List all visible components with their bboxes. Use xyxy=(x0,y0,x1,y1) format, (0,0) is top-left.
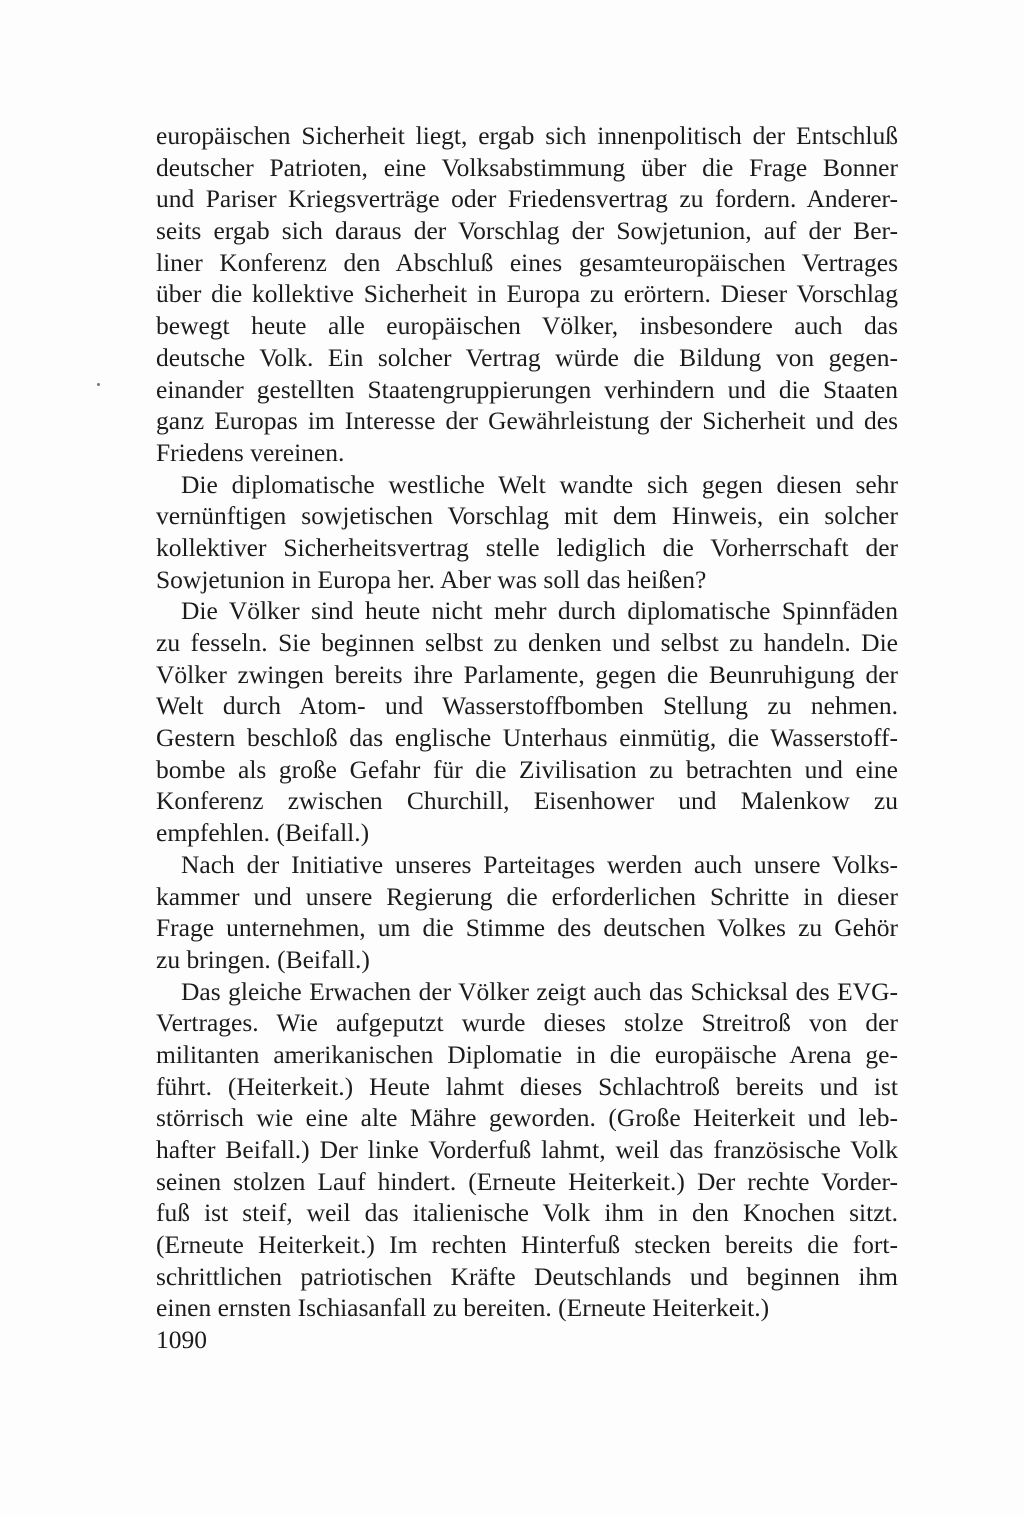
text-line: Konferenz zwischen Churchill, Eisenhower und Malenkow zu xyxy=(156,786,898,816)
text-line: europäischen Sicherheit liegt, ergab sich innenpolitisch der Entschluß xyxy=(156,121,898,150)
text-line: (Erneute Heiterkeit.) Im rechten Hinterfuß stecken bereits die fort- xyxy=(156,1230,898,1260)
body-text xyxy=(156,120,898,1324)
text-line: militanten amerikanischen Diplomatie in die europäische Arena ge- xyxy=(156,1039,898,1069)
text-line: empfehlen. (Beifall.) xyxy=(156,818,370,848)
text-line: Nach der Initiative unseres Parteitages werden auch unsere Volks- xyxy=(181,849,898,879)
text-line: Friedens vereinen. xyxy=(156,437,345,467)
page-number: 1090 xyxy=(156,1325,207,1354)
text-line: deutscher Patrioten, eine Volksabstimmung über die Frage Bonner xyxy=(156,152,898,182)
paragraph xyxy=(156,595,898,849)
text-line: einen ernsten Ischiasanfall zu bereiten. (Erneute Heiterkeit.) xyxy=(156,1293,770,1323)
text-line: Völker zwingen bereits ihre Parlamente, gegen die Beunruhigung der xyxy=(156,659,898,689)
text-line: einander gestellten Staatengruppierungen verhindern und die Staaten xyxy=(156,374,898,404)
text-line: hafter Beifall.) Der linke Vorderfuß lahmt, weil das französische Volk xyxy=(156,1135,898,1164)
paragraph xyxy=(156,976,898,1325)
text-line: zu bringen. (Beifall.) xyxy=(156,944,370,974)
text-line: seits ergab sich daraus der Vorschlag der Sowjetunion, auf der Ber- xyxy=(156,216,898,246)
paragraph xyxy=(156,469,898,596)
text-line: vernünftigen sowjetischen Vorschlag mit dem Hinweis, ein solcher xyxy=(156,501,898,531)
text-line: kollektiver Sicherheitsvertrag stelle lediglich die Vorherrschaft der xyxy=(156,532,898,562)
text-line: über die kollektive Sicherheit in Europa zu erörtern. Dieser Vorschlag xyxy=(156,279,898,309)
text-line: zu fesseln. Sie beginnen selbst zu denken und selbst zu handeln. Die xyxy=(156,628,898,657)
text-line: Sowjetunion in Europa her. Aber was soll das heißen? xyxy=(156,564,707,594)
text-line: führt. (Heiterkeit.) Heute lahmt dieses Schlachtroß bereits und ist xyxy=(156,1071,898,1101)
scan-speck xyxy=(97,383,100,386)
text-line: deutsche Volk. Ein solcher Vertrag würde die Bildung von gegen- xyxy=(156,342,898,372)
text-line: Frage unternehmen, um die Stimme des deutschen Volkes zu Gehör xyxy=(156,913,898,943)
text-line: Welt durch Atom- und Wasserstoffbomben Stellung zu nehmen. xyxy=(156,691,898,721)
text-line: ganz Europas im Interesse der Gewährleistung der Sicherheit und des xyxy=(156,406,898,436)
text-line: schrittlichen patriotischen Kräfte Deutschlands und beginnen ihm xyxy=(156,1261,898,1291)
text-line: Die diplomatische westliche Welt wandte sich gegen diesen sehr xyxy=(181,469,898,499)
text-line: und Pariser Kriegsverträge oder Friedensvertrag zu fordern. Anderer- xyxy=(156,184,898,214)
text-line: bombe als große Gefahr für die Zivilisation zu betrachten und eine xyxy=(156,754,898,784)
text-line: bewegt heute alle europäischen Völker, insbesondere auch das xyxy=(156,311,898,341)
paragraph xyxy=(156,120,898,469)
text-line: Die Völker sind heute nicht mehr durch diplomatische Spinnfäden xyxy=(181,596,898,626)
paragraph xyxy=(156,849,898,976)
text-line: Vertrages. Wie aufgeputzt wurde dieses stolze Streitroß von der xyxy=(156,1008,898,1038)
text-line: Gestern beschloß das englische Unterhaus einmütig, die Wasserstoff- xyxy=(156,723,898,753)
text-line: Das gleiche Erwachen der Völker zeigt auch das Schicksal des EVG- xyxy=(181,976,898,1006)
text-line: fuß ist steif, weil das italienische Volk ihm in den Knochen sitzt. xyxy=(156,1198,898,1228)
text-line: störrisch wie eine alte Mähre geworden. (Große Heiterkeit und leb- xyxy=(156,1103,898,1133)
text-line: liner Konferenz den Abschluß eines gesamteuropäischen Vertrages xyxy=(156,247,898,277)
text-line: seinen stolzen Lauf hindert. (Erneute Heiterkeit.) Der rechte Vorder- xyxy=(156,1166,898,1196)
text-line: kammer und unsere Regierung die erforderlichen Schritte in dieser xyxy=(156,881,898,911)
